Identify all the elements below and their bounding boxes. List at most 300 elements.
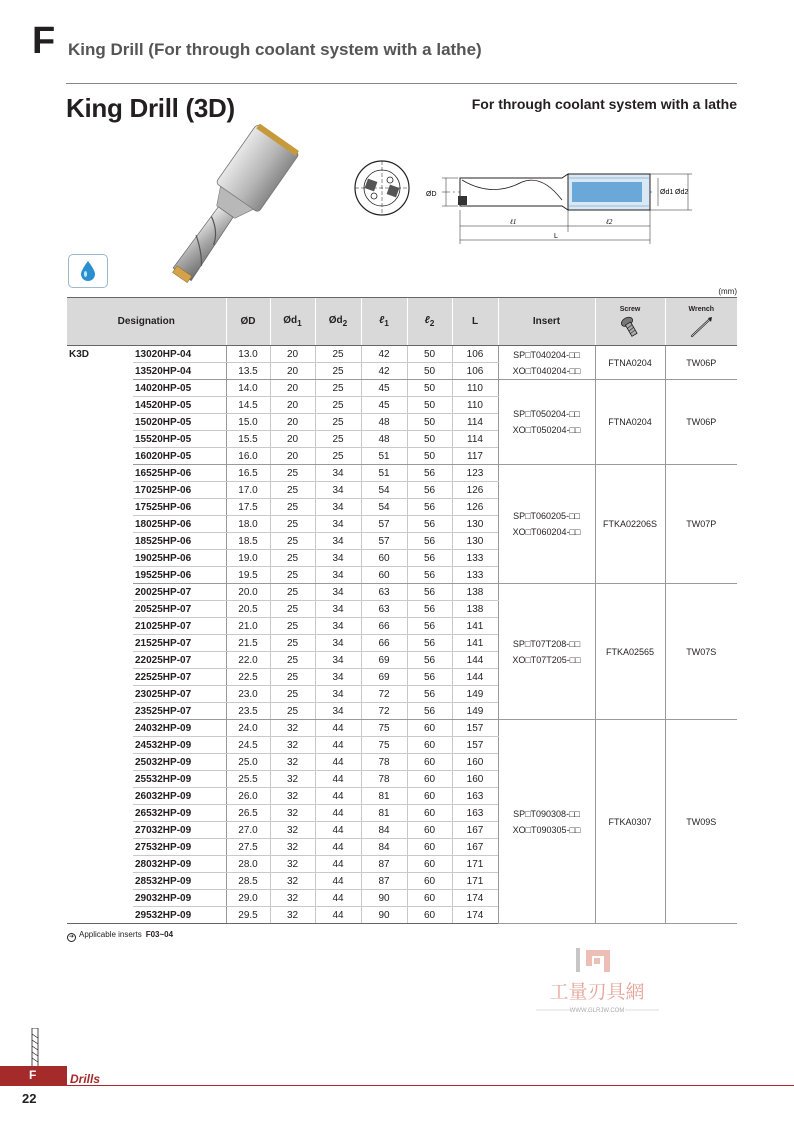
screw-cell: FTKA02565 — [595, 584, 665, 720]
d2-cell: 25 — [315, 346, 361, 363]
arrow-right-icon: ➔ — [68, 934, 75, 940]
l1-cell: 75 — [361, 720, 407, 737]
l1-cell: 48 — [361, 431, 407, 448]
wrench-label: Wrench — [688, 306, 715, 313]
l2-cell: 56 — [407, 686, 452, 703]
l1-cell: 57 — [361, 516, 407, 533]
screw-icon — [621, 316, 639, 338]
L-cell: 126 — [452, 499, 498, 516]
screw-cell: FTKA02206S — [595, 465, 665, 584]
l2-cell: 50 — [407, 431, 452, 448]
l1-cell: 90 — [361, 907, 407, 924]
l1-cell: 69 — [361, 669, 407, 686]
page-subtitle: For through coolant system with a lathe — [471, 96, 737, 112]
insert-cell — [498, 584, 595, 720]
series-label: K3D — [67, 346, 133, 924]
d2-cell: 34 — [315, 669, 361, 686]
drill-product-image — [120, 124, 320, 292]
designation-cell: 24032HP-09 — [133, 720, 226, 737]
L-cell: 133 — [452, 567, 498, 584]
l1-cell: 66 — [361, 618, 407, 635]
watermark-chinese: 工量刃具網 — [549, 981, 645, 1003]
col-l1: ℓ$_1$ — [361, 298, 407, 346]
l2-cell: 60 — [407, 873, 452, 890]
screw-cell: FTKA0307 — [595, 720, 665, 924]
d2-cell: 44 — [315, 754, 361, 771]
designation-cell: 23525HP-07 — [133, 703, 226, 720]
designation-cell: 21525HP-07 — [133, 635, 226, 652]
D-cell: 28.5 — [226, 873, 270, 890]
designation-cell: 19025HP-06 — [133, 550, 226, 567]
l2-cell: 60 — [407, 737, 452, 754]
designation-cell: 20025HP-07 — [133, 584, 226, 601]
d1-cell: 20 — [270, 448, 315, 465]
watermark-url: WWW.GLRJW.COM — [569, 1008, 625, 1014]
l2-cell: 56 — [407, 635, 452, 652]
l2-cell: 56 — [407, 550, 452, 567]
d1-cell: 25 — [270, 686, 315, 703]
drill-side-view-diagram — [422, 152, 702, 252]
D-cell: 21.0 — [226, 618, 270, 635]
l2-cell: 60 — [407, 907, 452, 924]
insert-code: XO□T060204-□□ — [512, 527, 581, 537]
designation-cell: 14020HP-05 — [133, 380, 226, 397]
l2-cell: 60 — [407, 720, 452, 737]
d2-cell: 34 — [315, 686, 361, 703]
insert-cell — [498, 380, 595, 465]
D-cell: 26.5 — [226, 805, 270, 822]
unit-label: (mm) — [718, 287, 737, 296]
footnote-reference-link[interactable]: F03~04 — [145, 930, 174, 939]
l1-cell: 42 — [361, 346, 407, 363]
designation-cell: 24532HP-09 — [133, 737, 226, 754]
table-header-row — [67, 298, 737, 346]
l2-cell: 60 — [407, 805, 452, 822]
D-cell: 23.5 — [226, 703, 270, 720]
col-L: L — [452, 298, 498, 346]
l2-cell: 56 — [407, 601, 452, 618]
l2-cell: 60 — [407, 890, 452, 907]
l1-cell: 90 — [361, 890, 407, 907]
D-cell: 27.0 — [226, 822, 270, 839]
D-cell: 15.0 — [226, 414, 270, 431]
designation-cell: 14520HP-05 — [133, 397, 226, 414]
insert-code: SP□T050204-□□ — [513, 409, 580, 419]
D-cell: 29.5 — [226, 907, 270, 924]
L-cell: 174 — [452, 890, 498, 907]
d1-cell: 32 — [270, 720, 315, 737]
d2-cell: 44 — [315, 805, 361, 822]
spec-table-body — [67, 346, 737, 924]
d1-cell: 32 — [270, 788, 315, 805]
designation-cell: 17025HP-06 — [133, 482, 226, 499]
l1-cell: 72 — [361, 686, 407, 703]
d1-cell: 25 — [270, 465, 315, 482]
table-row — [67, 346, 737, 363]
col-d1: $Ød_1$ — [270, 298, 315, 346]
L-cell: 160 — [452, 754, 498, 771]
d1-cell: 32 — [270, 839, 315, 856]
l2-cell: 56 — [407, 533, 452, 550]
designation-cell: 26032HP-09 — [133, 788, 226, 805]
L-cell: 144 — [452, 652, 498, 669]
table-row — [67, 465, 737, 482]
l2-cell: 56 — [407, 669, 452, 686]
l1-cell: 51 — [361, 448, 407, 465]
length-l2-label: ℓ2 — [606, 218, 613, 226]
L-cell: 167 — [452, 839, 498, 856]
d2-cell: 34 — [315, 703, 361, 720]
wrench-cell: TW07S — [665, 584, 737, 720]
l1-cell: 63 — [361, 601, 407, 618]
wrench-cell: TW07P — [665, 465, 737, 584]
l2-cell: 50 — [407, 414, 452, 431]
l2-cell: 60 — [407, 788, 452, 805]
d2-cell: 44 — [315, 788, 361, 805]
D-cell: 15.5 — [226, 431, 270, 448]
insert-code: SP□T040204-□□ — [513, 349, 580, 360]
l1-cell: 45 — [361, 397, 407, 414]
insert-code: XO□T090305-□□ — [512, 824, 581, 835]
D-cell: 24.0 — [226, 720, 270, 737]
D-cell: 27.5 — [226, 839, 270, 856]
l1-cell: 57 — [361, 533, 407, 550]
D-cell: 17.0 — [226, 482, 270, 499]
d2-cell: 34 — [315, 584, 361, 601]
D-cell: 16.0 — [226, 448, 270, 465]
d1-cell: 25 — [270, 482, 315, 499]
D-cell: 13.5 — [226, 363, 270, 380]
designation-cell: 27532HP-09 — [133, 839, 226, 856]
d2-cell: 44 — [315, 720, 361, 737]
d1-cell: 32 — [270, 873, 315, 890]
designation-cell: 19525HP-06 — [133, 567, 226, 584]
designation-cell: 16020HP-05 — [133, 448, 226, 465]
designation-cell: 29032HP-09 — [133, 890, 226, 907]
section-title: King Drill (For through coolant system with a lathe) — [68, 40, 482, 59]
designation-cell: 22025HP-07 — [133, 652, 226, 669]
L-cell: 171 — [452, 856, 498, 873]
coolant-drop-icon — [79, 260, 97, 282]
d2-cell: 25 — [315, 448, 361, 465]
L-cell: 167 — [452, 822, 498, 839]
l1-cell: 75 — [361, 737, 407, 754]
l1-cell: 54 — [361, 499, 407, 516]
L-cell: 174 — [452, 907, 498, 924]
L-cell: 117 — [452, 448, 498, 465]
d2-cell: 44 — [315, 856, 361, 873]
screw-cell: FTNA0204 — [595, 346, 665, 380]
L-cell: 106 — [452, 363, 498, 380]
L-cell: 157 — [452, 720, 498, 737]
D-cell: 14.5 — [226, 397, 270, 414]
l2-cell: 56 — [407, 482, 452, 499]
L-cell: 138 — [452, 584, 498, 601]
l2-cell: 60 — [407, 754, 452, 771]
d1-cell: 32 — [270, 754, 315, 771]
l1-cell: 72 — [361, 703, 407, 720]
d2-cell: 44 — [315, 907, 361, 924]
L-cell: 141 — [452, 618, 498, 635]
designation-cell: 20525HP-07 — [133, 601, 226, 618]
insert-code: SP□T060205-□□ — [513, 511, 580, 521]
d2-cell: 44 — [315, 839, 361, 856]
d1-cell: 25 — [270, 567, 315, 584]
section-tab — [0, 1066, 67, 1086]
D-cell: 13.0 — [226, 346, 270, 363]
designation-cell: 15520HP-05 — [133, 431, 226, 448]
d1-cell: 25 — [270, 669, 315, 686]
l1-cell: 60 — [361, 550, 407, 567]
l2-cell: 60 — [407, 839, 452, 856]
d2-cell: 34 — [315, 652, 361, 669]
L-cell: 144 — [452, 669, 498, 686]
l1-cell: 48 — [361, 414, 407, 431]
l2-cell: 60 — [407, 822, 452, 839]
l2-cell: 50 — [407, 363, 452, 380]
d2-cell: 34 — [315, 635, 361, 652]
L-cell: 110 — [452, 397, 498, 414]
designation-cell: 25532HP-09 — [133, 771, 226, 788]
d1-cell: 25 — [270, 703, 315, 720]
l1-cell: 81 — [361, 788, 407, 805]
l1-cell: 45 — [361, 380, 407, 397]
designation-cell: 13520HP-04 — [133, 363, 226, 380]
d2-cell: 34 — [315, 550, 361, 567]
L-cell: 157 — [452, 737, 498, 754]
designation-cell: 28032HP-09 — [133, 856, 226, 873]
drill-tab-icon — [30, 1028, 40, 1068]
L-cell: 110 — [452, 380, 498, 397]
designation-cell: 28532HP-09 — [133, 873, 226, 890]
l2-cell: 50 — [407, 397, 452, 414]
wrench-cell: TW09S — [665, 720, 737, 924]
D-cell: 18.5 — [226, 533, 270, 550]
L-cell: 133 — [452, 550, 498, 567]
L-cell: 138 — [452, 601, 498, 618]
d1-cell: 32 — [270, 856, 315, 873]
L-cell: 141 — [452, 635, 498, 652]
D-cell: 19.0 — [226, 550, 270, 567]
l1-cell: 81 — [361, 805, 407, 822]
screw-cell: FTNA0204 — [595, 380, 665, 465]
l2-cell: 50 — [407, 346, 452, 363]
designation-cell: 25032HP-09 — [133, 754, 226, 771]
l1-cell: 42 — [361, 363, 407, 380]
l2-cell: 60 — [407, 856, 452, 873]
D-cell: 23.0 — [226, 686, 270, 703]
d2-cell: 34 — [315, 516, 361, 533]
footer-divider — [67, 1085, 794, 1086]
designation-cell: 18025HP-06 — [133, 516, 226, 533]
d2-cell: 34 — [315, 465, 361, 482]
D-cell: 25.0 — [226, 754, 270, 771]
footnote-text: Applicable inserts — [79, 930, 142, 939]
d1-cell: 20 — [270, 397, 315, 414]
l2-cell: 56 — [407, 516, 452, 533]
D-cell: 24.5 — [226, 737, 270, 754]
L-cell: 149 — [452, 703, 498, 720]
l2-cell: 56 — [407, 584, 452, 601]
d2-cell: 25 — [315, 414, 361, 431]
d1-cell: 25 — [270, 618, 315, 635]
D-cell: 22.0 — [226, 652, 270, 669]
d2-cell: 44 — [315, 737, 361, 754]
insert-code: SP□T090308-□□ — [513, 808, 580, 819]
L-cell: 149 — [452, 686, 498, 703]
d1-cell: 20 — [270, 346, 315, 363]
designation-cell: 13020HP-04 — [133, 346, 226, 363]
d2-cell: 44 — [315, 771, 361, 788]
insert-code: XO□T050204-□□ — [512, 425, 581, 435]
d1-cell: 20 — [270, 414, 315, 431]
L-cell: 106 — [452, 346, 498, 363]
d1-cell: 32 — [270, 890, 315, 907]
D-cell: 16.5 — [226, 465, 270, 482]
d1-cell: 25 — [270, 584, 315, 601]
length-l1-label: ℓ1 — [510, 218, 517, 226]
D-cell: 17.5 — [226, 499, 270, 516]
insert-cell — [498, 720, 595, 924]
l1-cell: 66 — [361, 635, 407, 652]
L-cell: 114 — [452, 414, 498, 431]
diameter-d1-label: Ød1 — [660, 189, 674, 196]
d2-cell: 44 — [315, 822, 361, 839]
table-row — [67, 584, 737, 601]
l1-cell: 51 — [361, 465, 407, 482]
l1-cell: 87 — [361, 856, 407, 873]
D-cell: 14.0 — [226, 380, 270, 397]
col-screw — [595, 298, 665, 346]
spec-table — [67, 297, 737, 924]
D-cell: 28.0 — [226, 856, 270, 873]
d1-cell: 25 — [270, 550, 315, 567]
l1-cell: 84 — [361, 822, 407, 839]
insert-code: XO□T040204-□□ — [512, 365, 581, 376]
insert-cell — [498, 346, 595, 380]
L-cell: 130 — [452, 516, 498, 533]
d1-cell: 25 — [270, 516, 315, 533]
wrench-cell: TW06P — [665, 346, 737, 380]
designation-cell: 18525HP-06 — [133, 533, 226, 550]
l2-cell: 60 — [407, 771, 452, 788]
wrench-cell: TW06P — [665, 380, 737, 465]
d1-cell: 25 — [270, 499, 315, 516]
d2-cell: 44 — [315, 890, 361, 907]
L-cell: 171 — [452, 873, 498, 890]
d1-cell: 20 — [270, 363, 315, 380]
l1-cell: 63 — [361, 584, 407, 601]
D-cell: 20.0 — [226, 584, 270, 601]
d1-cell: 32 — [270, 737, 315, 754]
section-name: Drills — [70, 1072, 101, 1086]
d1-cell: 32 — [270, 907, 315, 924]
header-divider — [66, 83, 737, 84]
l1-cell: 84 — [361, 839, 407, 856]
l2-cell: 50 — [407, 380, 452, 397]
col-insert: Insert — [498, 298, 595, 346]
col-designation: Designation — [67, 298, 226, 346]
D-cell: 18.0 — [226, 516, 270, 533]
L-cell: 160 — [452, 771, 498, 788]
d1-cell: 20 — [270, 431, 315, 448]
d2-cell: 34 — [315, 499, 361, 516]
d2-cell: 34 — [315, 601, 361, 618]
D-cell: 19.5 — [226, 567, 270, 584]
d2-cell: 25 — [315, 380, 361, 397]
d2-cell: 25 — [315, 397, 361, 414]
d2-cell: 34 — [315, 533, 361, 550]
L-cell: 163 — [452, 805, 498, 822]
page-number: 22 — [22, 1091, 37, 1106]
l1-cell: 54 — [361, 482, 407, 499]
L-cell: 126 — [452, 482, 498, 499]
table-row — [67, 720, 737, 737]
d2-cell: 34 — [315, 567, 361, 584]
l1-cell: 87 — [361, 873, 407, 890]
l2-cell: 56 — [407, 465, 452, 482]
d2-cell: 34 — [315, 482, 361, 499]
designation-cell: 16525HP-06 — [133, 465, 226, 482]
page-title: King Drill (3D) — [66, 93, 235, 123]
footnote — [67, 930, 173, 942]
watermark — [530, 946, 665, 1018]
d2-cell: 25 — [315, 363, 361, 380]
d1-cell: 25 — [270, 652, 315, 669]
col-d2: $Ød_2$ — [315, 298, 361, 346]
D-cell: 25.5 — [226, 771, 270, 788]
coolant-badge — [68, 254, 108, 288]
d2-cell: 25 — [315, 431, 361, 448]
d1-cell: 32 — [270, 822, 315, 839]
insert-cell — [498, 465, 595, 584]
designation-cell: 26532HP-09 — [133, 805, 226, 822]
l2-cell: 56 — [407, 499, 452, 516]
designation-cell: 23025HP-07 — [133, 686, 226, 703]
l1-cell: 69 — [361, 652, 407, 669]
D-cell: 21.5 — [226, 635, 270, 652]
diameter-D-label: ØD — [426, 191, 437, 198]
designation-cell: 27032HP-09 — [133, 822, 226, 839]
d1-cell: 32 — [270, 771, 315, 788]
D-cell: 22.5 — [226, 669, 270, 686]
L-cell: 130 — [452, 533, 498, 550]
length-L-label: L — [554, 233, 558, 240]
section-letter: F — [32, 20, 56, 62]
col-wrench — [665, 298, 737, 346]
col-l2: ℓ$_2$ — [407, 298, 452, 346]
l1-cell: 78 — [361, 771, 407, 788]
D-cell: 29.0 — [226, 890, 270, 907]
insert-code: SP□T07T208-□□ — [512, 638, 581, 649]
table-row — [67, 380, 737, 397]
l1-cell: 78 — [361, 754, 407, 771]
l2-cell: 50 — [407, 448, 452, 465]
insert-code: XO□T07T205-□□ — [512, 654, 581, 665]
designation-cell: 22525HP-07 — [133, 669, 226, 686]
l2-cell: 56 — [407, 567, 452, 584]
l2-cell: 56 — [407, 703, 452, 720]
section-tab-letter: F — [29, 1068, 37, 1082]
diameter-d2-label: Ød2 — [675, 189, 689, 196]
designation-cell: 17525HP-06 — [133, 499, 226, 516]
drill-front-view-diagram — [352, 158, 412, 218]
d2-cell: 44 — [315, 873, 361, 890]
l1-cell: 60 — [361, 567, 407, 584]
designation-cell: 29532HP-09 — [133, 907, 226, 924]
designation-cell: 15020HP-05 — [133, 414, 226, 431]
screw-label: Screw — [619, 306, 641, 313]
